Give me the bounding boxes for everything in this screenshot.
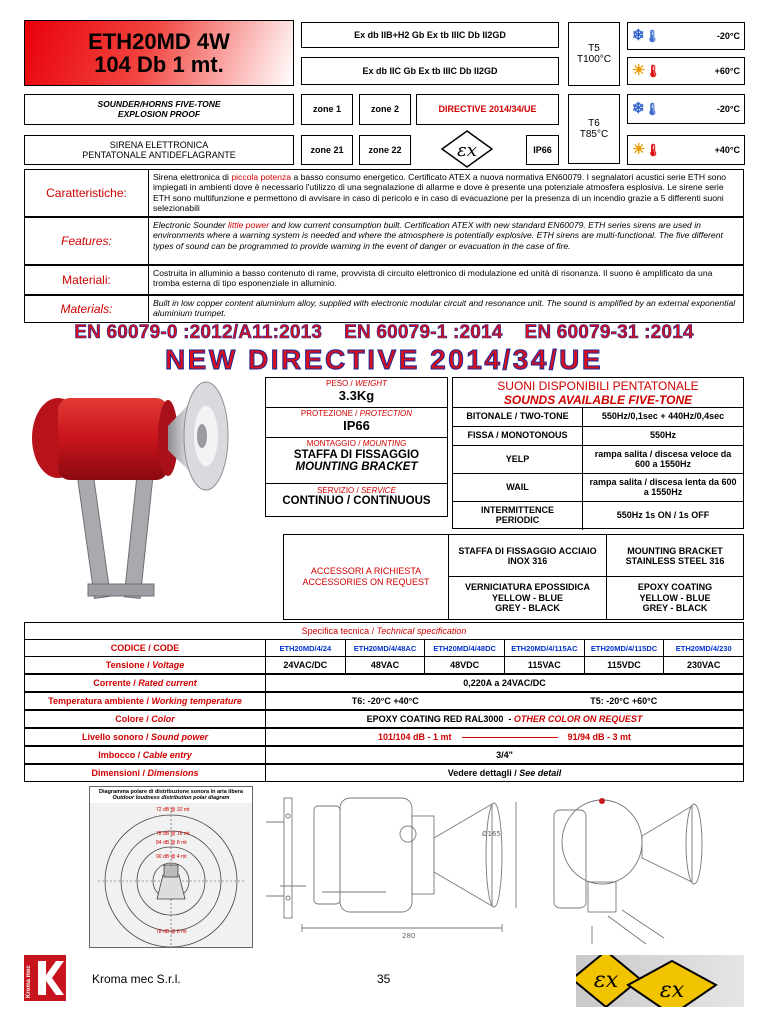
temp-cold-1 xyxy=(627,22,745,50)
technical-drawing xyxy=(262,786,744,948)
desc-part: a basso consumo energetico. Certificato ATEX a nuova normativa EN60079. I segnalatori acustici serie ETH sono impiegati in ambienti dove è necessario l'utilizzo di una segnalazione di allarme e dove è presente una potenziale atmosfera esplosiva. Le sirene serie ETH sono multifunzione e permettono di avvisare in caso di pericolo e in caso di evacuazione per la presenza di un incendio grazie a 5 differenti suoni selezionabili xyxy=(153,172,727,213)
sounder-it-line: PENTATONALE ANTIDEFLAGRANTE xyxy=(82,150,236,160)
sound-name: INTERMITTENCE PERIODIC xyxy=(453,502,583,530)
title-line-2: 104 Db 1 mt. xyxy=(94,52,224,77)
sounds-rows xyxy=(453,408,743,530)
page-number: 35 xyxy=(377,972,391,986)
spec-row-code xyxy=(24,639,744,657)
desc-highlight: little power xyxy=(228,220,270,230)
prop-label-en: MOUNTING xyxy=(362,439,407,448)
desc-text xyxy=(153,172,739,213)
accessory-line: GREY - BLACK xyxy=(495,603,560,614)
directive-box xyxy=(416,94,559,125)
voltage-value: 115VAC xyxy=(504,657,584,673)
temp-hot-1 xyxy=(627,57,745,85)
accessories-label xyxy=(284,535,449,619)
spec-codes xyxy=(265,640,743,656)
en-standards-banner: EN 60079-0 :2012/A11:2013 EN 60079-1 :2014 EN 60079-31 :2014 xyxy=(74,322,694,343)
cert-text-1: Ex db IIB+H2 Gb Ex tb IIIC Db II2GD xyxy=(354,29,506,40)
sound-value: 550Hz xyxy=(649,430,676,441)
mounting-value-en: MOUNTING BRACKET xyxy=(295,461,418,474)
zone-2 xyxy=(359,94,411,125)
desc-caratteristiche xyxy=(24,169,744,217)
desc-text: Built in low copper content aluminium alloy, supplied with electronic modular circuit and resonance unit. The sound is amplified by an external exponential aluminium trumpet. xyxy=(153,298,736,319)
desc-features xyxy=(24,217,744,265)
t5-class xyxy=(568,22,620,86)
prop-label-it: MONTAGGIO xyxy=(306,439,356,448)
spec-label-en: Color xyxy=(151,714,175,724)
spec-label-en: Voltage xyxy=(152,660,185,670)
desc-part: Sirena elettronica di xyxy=(153,172,232,182)
desc-highlight: piccola potenza xyxy=(231,172,292,182)
spec-label-en: Rated current xyxy=(138,678,197,688)
accessory-coating-it xyxy=(449,577,607,619)
ip-rating-box xyxy=(526,135,559,165)
spec-value xyxy=(265,693,743,709)
sounder-en-line: EXPLOSION PROOF xyxy=(117,108,201,119)
polar-label: 78 dB @ 16 mt xyxy=(156,831,190,837)
cert-badge-2 xyxy=(301,57,559,85)
prop-label-en: PROTECTION xyxy=(359,409,413,418)
temp-value: -20°C xyxy=(716,30,740,41)
polar-label: 78 dB @ 8 mt xyxy=(156,929,187,935)
sounder-it-line: SIRENA ELETTRONICA xyxy=(109,139,209,150)
accessories-panel xyxy=(283,534,744,620)
t6-label: T6 xyxy=(588,117,600,129)
desc-label: Features: xyxy=(25,218,149,264)
prop-label-it: PROTEZIONE xyxy=(300,409,353,418)
ip-rating-label: IP66 xyxy=(533,144,552,155)
voltage-value: 115VDC xyxy=(584,657,664,673)
sound-value: rampa salita / discesa lenta da 600 a 1550Hz xyxy=(589,476,737,497)
polar-label: 84 dB @ 8 mt xyxy=(156,840,187,846)
product-code: ETH20MD/4/115DC xyxy=(584,640,664,656)
spec-row-dimensions xyxy=(24,764,744,782)
accessory-line: GREY - BLACK xyxy=(642,603,708,614)
title-line-1: ETH20MD 4W xyxy=(88,28,230,54)
svg-text:εx: εx xyxy=(659,978,685,1003)
product-code: ETH20MD/4/230 xyxy=(663,640,743,656)
dimension-diameter: Ø165 xyxy=(482,830,501,838)
weight-value: 3.3Kg xyxy=(338,387,375,403)
mounting-cell: MONTAGGIO / MOUNTING STAFFA DI FISSAGGIO MOUNTING BRACKET xyxy=(266,438,447,484)
desc-materiali xyxy=(24,265,744,295)
accessory-line: YELLOW - BLUE xyxy=(492,592,563,603)
dimension-280: 280 xyxy=(402,932,416,940)
product-photo xyxy=(28,378,258,616)
product-code: ETH20MD/4/115AC xyxy=(504,640,584,656)
zone-21-label: zone 21 xyxy=(310,144,344,155)
company-logo xyxy=(24,955,66,1001)
sounder-en xyxy=(24,94,294,125)
polar-title-2: Outdoor loudness distribution polar diagram xyxy=(112,795,230,801)
zone-22-label: zone 22 xyxy=(368,144,402,155)
voltage-value: 24VAC/DC xyxy=(265,657,345,673)
zone-21 xyxy=(301,135,353,165)
zone-1-label: zone 1 xyxy=(312,104,341,115)
spec-label-it: Dimensioni / xyxy=(91,768,148,778)
sound-name: YELP xyxy=(453,446,583,473)
spec-label-en: Cable entry xyxy=(142,750,192,760)
logo-text: Kroma mec xyxy=(26,965,32,998)
dim-value-en: See detail xyxy=(519,768,562,778)
sun-icon: ☀🌡 xyxy=(632,62,661,80)
desc-text xyxy=(153,220,739,251)
desc-label: Materiali: xyxy=(25,266,149,294)
weight-cell: PESO / WEIGHT 3.3Kg xyxy=(266,378,447,408)
spec-label: CODICE / CODE xyxy=(110,643,180,653)
spec-label xyxy=(25,714,265,724)
polar-label: 90 dB @ 4 mt xyxy=(156,854,187,860)
cert-badge-1 xyxy=(301,22,559,48)
sound-name: BITONALE / TWO-TONE xyxy=(453,408,583,426)
sound-row xyxy=(453,427,743,446)
spec-label-it: Imbocco / xyxy=(98,750,143,760)
service-value: CONTINUO / CONTINUOUS xyxy=(282,495,431,508)
zone-22 xyxy=(359,135,411,165)
desc-part: Electronic Sounder xyxy=(153,220,228,230)
spec-label-it: Livello sonoro / xyxy=(81,732,151,742)
accessory-steel-bracket-it: STAFFA DI FISSAGGIO ACCIAIO INOX 316 xyxy=(449,535,607,577)
sounds-table xyxy=(452,377,744,529)
mounting-value-it: STAFFA DI FISSAGGIO xyxy=(293,448,420,461)
sound-1m: 101/104 dB - 1 mt xyxy=(377,732,452,742)
spec-label xyxy=(25,696,265,706)
temp-value: +40°C xyxy=(714,144,740,155)
product-code: ETH20MD/4/24 xyxy=(265,640,345,656)
spec-label-it: Colore / xyxy=(115,714,152,724)
divider xyxy=(462,737,558,738)
desc-materials xyxy=(24,295,744,323)
spec-label xyxy=(25,678,265,688)
desc-label: Materials: xyxy=(25,296,149,322)
dim-value-it: Vedere dettagli / xyxy=(447,768,520,778)
sun-icon: ☀🌡 xyxy=(632,141,661,159)
sounder-it xyxy=(24,135,294,165)
spec-header-it: Specifica tecnica / xyxy=(301,626,375,636)
polar-diagram xyxy=(89,786,253,948)
spec-value xyxy=(265,765,743,781)
directive-label: DIRECTIVE 2014/34/UE xyxy=(438,104,537,115)
product-code: ETH20MD/4/48DC xyxy=(424,640,504,656)
prop-label-it: PESO xyxy=(326,379,349,388)
temp-hot-2 xyxy=(627,135,745,165)
spec-label xyxy=(25,768,265,778)
spec-header xyxy=(24,622,744,640)
atex-ex-symbol-image xyxy=(576,955,744,1007)
sound-row xyxy=(453,502,743,530)
polar-title-1: Diagramma polare di distribuzione sonora in aria libera xyxy=(99,789,243,795)
spec-value xyxy=(265,729,743,745)
spec-value: 3/4" xyxy=(265,747,743,763)
spec-label xyxy=(25,750,265,760)
service-cell: SERVIZIO / SERVICE CONTINUO / CONTINUOUS xyxy=(266,484,447,516)
voltage-value: 48VAC xyxy=(345,657,425,673)
cert-text-2: Ex db IIC Gb Ex tb IIIC Db II2GD xyxy=(362,65,498,76)
product-title xyxy=(24,20,294,86)
spec-label-en: Working temperature xyxy=(151,696,242,706)
spec-label xyxy=(25,732,265,742)
protection-cell: PROTEZIONE / PROTECTION IP66 xyxy=(266,408,447,438)
accessory-line: EPOXY COATING xyxy=(637,582,713,593)
svg-text:εx: εx xyxy=(457,140,477,161)
sound-value: rampa salita / discesa veloce da 600 a 1550Hz xyxy=(594,448,732,469)
spec-label-en: Sound power xyxy=(151,732,208,742)
sound-3m: 91/94 dB - 3 mt xyxy=(567,732,632,742)
color-value: EPOXY COATING RED RAL3000 - xyxy=(366,714,514,724)
spec-value xyxy=(265,711,743,727)
spec-header-en: Technical specification xyxy=(376,626,467,636)
sound-row xyxy=(453,474,743,502)
desc-part: and low current consumption built. Certification ATEX with new standard EN60079. ETH series sirens are used in environments where a warning system is needed and where the atmosphere is potentially explosive. ETH sirens are multi-functional. The five different types of sound can be programmed to provide warning in the event of danger or evacuation in the case of fire. xyxy=(153,220,723,251)
t5-label: T5 xyxy=(588,42,600,54)
new-directive-banner: NEW DIRECTIVE 2014/34/UE xyxy=(164,344,604,375)
prop-label-en: SERVICE xyxy=(360,486,396,495)
color-other: OTHER COLOR ON REQUEST xyxy=(513,714,643,724)
sound-value: 550Hz/0,1sec + 440Hz/0,4sec xyxy=(601,411,725,422)
sounds-title-en: SOUNDS AVAILABLE FIVE-TONE xyxy=(503,392,693,407)
sounds-header xyxy=(453,378,743,408)
accessories-label-en: ACCESSORIES ON REQUEST xyxy=(302,577,430,587)
sound-row xyxy=(453,446,743,474)
spec-label-it: Corrente / xyxy=(93,678,139,688)
spec-label-it: Temperatura ambiente / xyxy=(48,696,152,706)
snowflake-icon: ❄🌡 xyxy=(632,27,660,45)
voltage-value: 230VAC xyxy=(663,657,743,673)
prop-label-it: SERVIZIO xyxy=(317,486,355,495)
accessory-steel-bracket-en: MOUNTING BRACKET STAINLESS STEEL 316 xyxy=(607,535,743,577)
sound-row xyxy=(453,408,743,427)
spec-row-temperature xyxy=(24,692,744,710)
t6-temp: T85°C xyxy=(579,129,609,140)
spec-label xyxy=(25,660,265,670)
temp-cold-2 xyxy=(627,94,745,124)
temp-t6: T6: -20°C +40°C xyxy=(351,696,419,706)
spec-row-voltage xyxy=(24,656,744,674)
svg-text:εx: εx xyxy=(593,968,619,993)
temp-value: +60°C xyxy=(714,65,740,76)
voltage-value: 48VDC xyxy=(424,657,504,673)
protection-value: IP66 xyxy=(343,417,370,433)
sounder-en-line: SOUNDER/HORNS FIVE-TONE xyxy=(97,98,221,109)
t5-temp: T100°C xyxy=(576,54,611,65)
temp-t5: T5: -20°C +60°C xyxy=(590,696,658,706)
spec-value: 0,220A a 24VAC/DC xyxy=(265,675,743,691)
prop-label-en: WEIGHT xyxy=(354,379,387,388)
sound-name: FISSA / MONOTONOUS xyxy=(453,427,583,445)
temp-value: -20°C xyxy=(716,103,740,114)
desc-label: Caratteristiche: xyxy=(25,170,149,216)
polar-plot xyxy=(90,803,252,947)
properties-panel xyxy=(265,377,448,517)
spec-row-color xyxy=(24,710,744,728)
zone-1 xyxy=(301,94,353,125)
accessory-line: VERNICIATURA EPOSSIDICA xyxy=(464,582,590,593)
spec-row-current xyxy=(24,674,744,692)
polar-label: 72 dB @ 32 mt xyxy=(156,807,190,813)
desc-text: Costruita in alluminio a basso contenuto di rame, provvista di circuito elettronico di modulazione ed unità di risonanza. Il suono è amplificato da una tromba esterna di tipo esponenziale in alluminio. xyxy=(153,268,713,289)
company-name: Kroma mec S.r.l. xyxy=(92,972,181,986)
sound-name: WAIL xyxy=(453,474,583,501)
accessory-line: YELLOW - BLUE xyxy=(639,592,711,603)
product-code: ETH20MD/4/48AC xyxy=(345,640,425,656)
spec-row-cable xyxy=(24,746,744,764)
ex-atex-icon xyxy=(440,129,494,169)
snowflake-icon: ❄🌡 xyxy=(632,100,660,118)
sound-value: 550Hz 1s ON / 1s OFF xyxy=(616,510,710,521)
accessory-coating-en xyxy=(607,577,743,619)
spec-row-sound xyxy=(24,728,744,746)
zone-2-label: zone 2 xyxy=(370,104,399,115)
spec-label-en: Dimensions xyxy=(147,768,199,778)
spec-label-it: Tensione / xyxy=(105,660,153,670)
accessories-label-it: ACCESSORI A RICHIESTA xyxy=(310,566,422,577)
sounds-title-it: SUONI DISPONIBILI PENTATONALE xyxy=(497,379,699,393)
spec-voltages xyxy=(265,657,743,673)
t6-class xyxy=(568,94,620,164)
